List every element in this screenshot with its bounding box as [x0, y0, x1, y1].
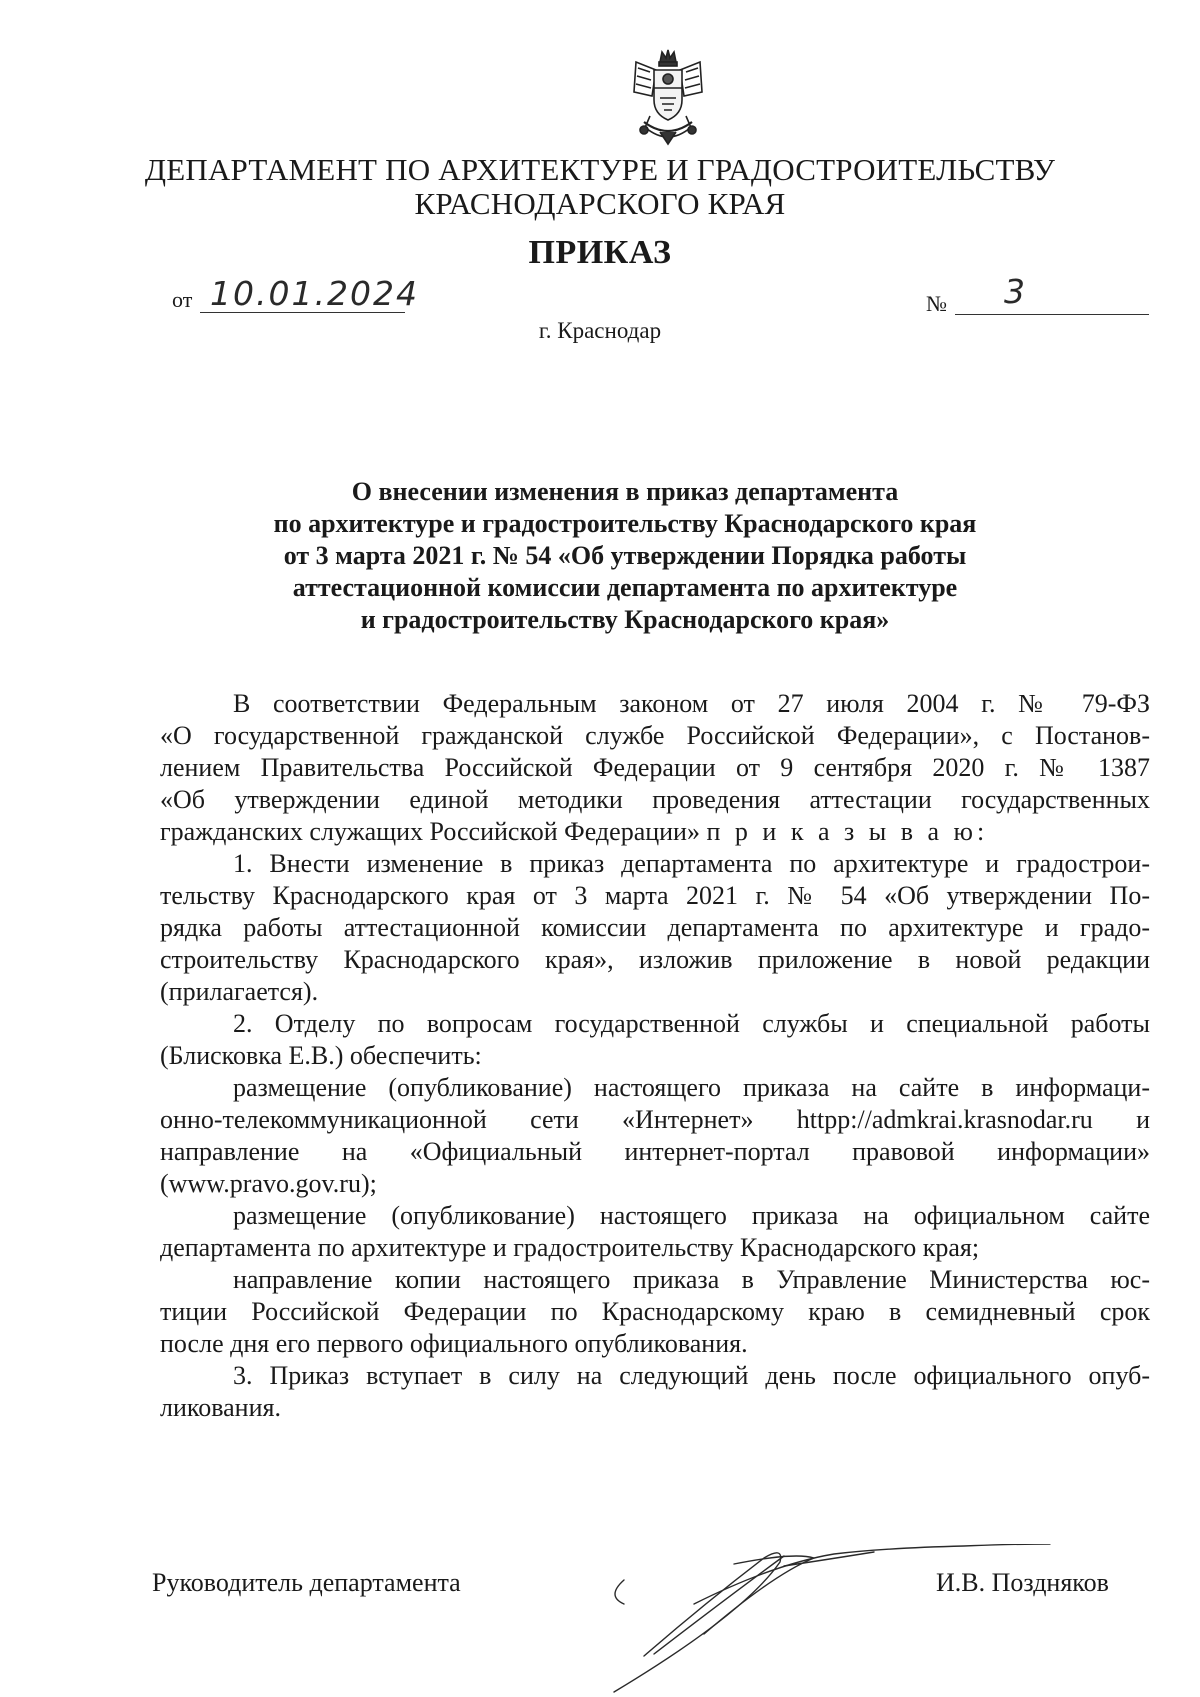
- item-1-line: строительству Краснодарского края», изложив приложение в новой редакции: [160, 945, 1150, 974]
- item-2-sub1-line: размещение (опубликование) настоящего приказа на сайте в информаци-: [233, 1073, 1150, 1102]
- subject-line: аттестационной комиссии департамента по архитектуре: [292, 573, 958, 602]
- city-line: г. Краснодар: [538, 318, 662, 343]
- handwritten-signature: [584, 1544, 1054, 1694]
- item-2-sub3-line: тиции Российской Федерации по Краснодарскому краю в семидневный срок: [160, 1297, 1150, 1326]
- handwritten-date: 10.01.2024: [210, 274, 419, 313]
- document-type-title: ПРИКАЗ: [528, 234, 672, 271]
- body-line: [160, 816, 1150, 848]
- order-body: [160, 688, 1150, 1424]
- handwritten-number: 3: [1004, 272, 1025, 311]
- item-2-sub1-line: направление на «Официальный интернет-портал правовой информации»: [160, 1137, 1150, 1166]
- item-2-sub3-line: после дня его первого официального опубликования.: [160, 1329, 748, 1358]
- department-name-line1: ДЕПАРТАМЕНТ ПО АРХИТЕКТУРЕ И ГРАДОСТРОИТЕЛЬСТВУ: [144, 152, 1056, 187]
- item-2-sub3-line: направление копии настоящего приказа в Управление Министерства юс-: [233, 1265, 1150, 1294]
- item-2-sub2-line: размещение (опубликование) настоящего приказа на официальном сайте: [233, 1201, 1150, 1230]
- subject-line: по архитектуре и градостроительству Краснодарского края: [273, 509, 977, 538]
- subject-line: от 3 марта 2021 г. № 54 «Об утверждении Порядка работы: [283, 541, 967, 570]
- item-1-line: 1. Внести изменение в приказ департамента по архитектуре и градострои-: [233, 849, 1150, 878]
- item-1-line: рядка работы аттестационной комиссии департамента по архитектуре и градо-: [160, 913, 1150, 942]
- signer-position: Руководитель департамента: [152, 1568, 461, 1597]
- body-line: лением Правительства Российской Федерации от 9 сентября 2020 г. № 1387: [160, 753, 1150, 782]
- body-line: В соответствии Федеральным законом от 27 июля 2004 г. № 79-ФЗ: [233, 689, 1150, 718]
- item-2-sub1-line: (www.pravo.gov.ru);: [160, 1169, 377, 1198]
- body-line-text: гражданских служащих Российской Федерации»: [160, 817, 700, 846]
- body-line: «Об утверждении единой методики проведения аттестации государственных: [160, 785, 1150, 814]
- item-3-line: ликования.: [160, 1393, 281, 1422]
- subject-line: и градостроительству Краснодарского края»: [360, 605, 890, 634]
- coat-of-arms-icon: [626, 48, 710, 150]
- order-verb: п р и к а з ы в а ю:: [706, 817, 989, 846]
- date-underline: [200, 312, 405, 313]
- date-label: от: [172, 287, 193, 312]
- item-1-line: (прилагается).: [160, 977, 319, 1006]
- body-line: «О государственной гражданской службе Российской Федерации», с Постанов-: [160, 721, 1150, 750]
- item-3-line: 3. Приказ вступает в силу на следующий день после официального опуб-: [233, 1361, 1150, 1390]
- item-2-line: (Блисковка Е.В.) обеспечить:: [160, 1041, 482, 1070]
- item-1-line: тельству Краснодарского края от 3 марта 2021 г. № 54 «Об утверждении По-: [160, 881, 1150, 910]
- number-label: №: [926, 291, 947, 316]
- signer-name: И.В. Поздняков: [936, 1568, 1109, 1597]
- number-underline: [955, 314, 1149, 315]
- department-name-line2: КРАСНОДАРСКОГО КРАЯ: [414, 186, 786, 221]
- item-2-sub2-line: департамента по архитектуре и градостроительству Краснодарского края;: [160, 1233, 980, 1262]
- item-2-line: 2. Отделу по вопросам государственной службы и специальной работы: [233, 1009, 1150, 1038]
- item-2-sub1-line: онно-телекоммуникационной сети «Интернет» httpp://admkrai.krasnodar.ru и: [160, 1105, 1150, 1134]
- order-subject: [220, 476, 1030, 636]
- subject-line: О внесении изменения в приказ департамента: [351, 477, 899, 506]
